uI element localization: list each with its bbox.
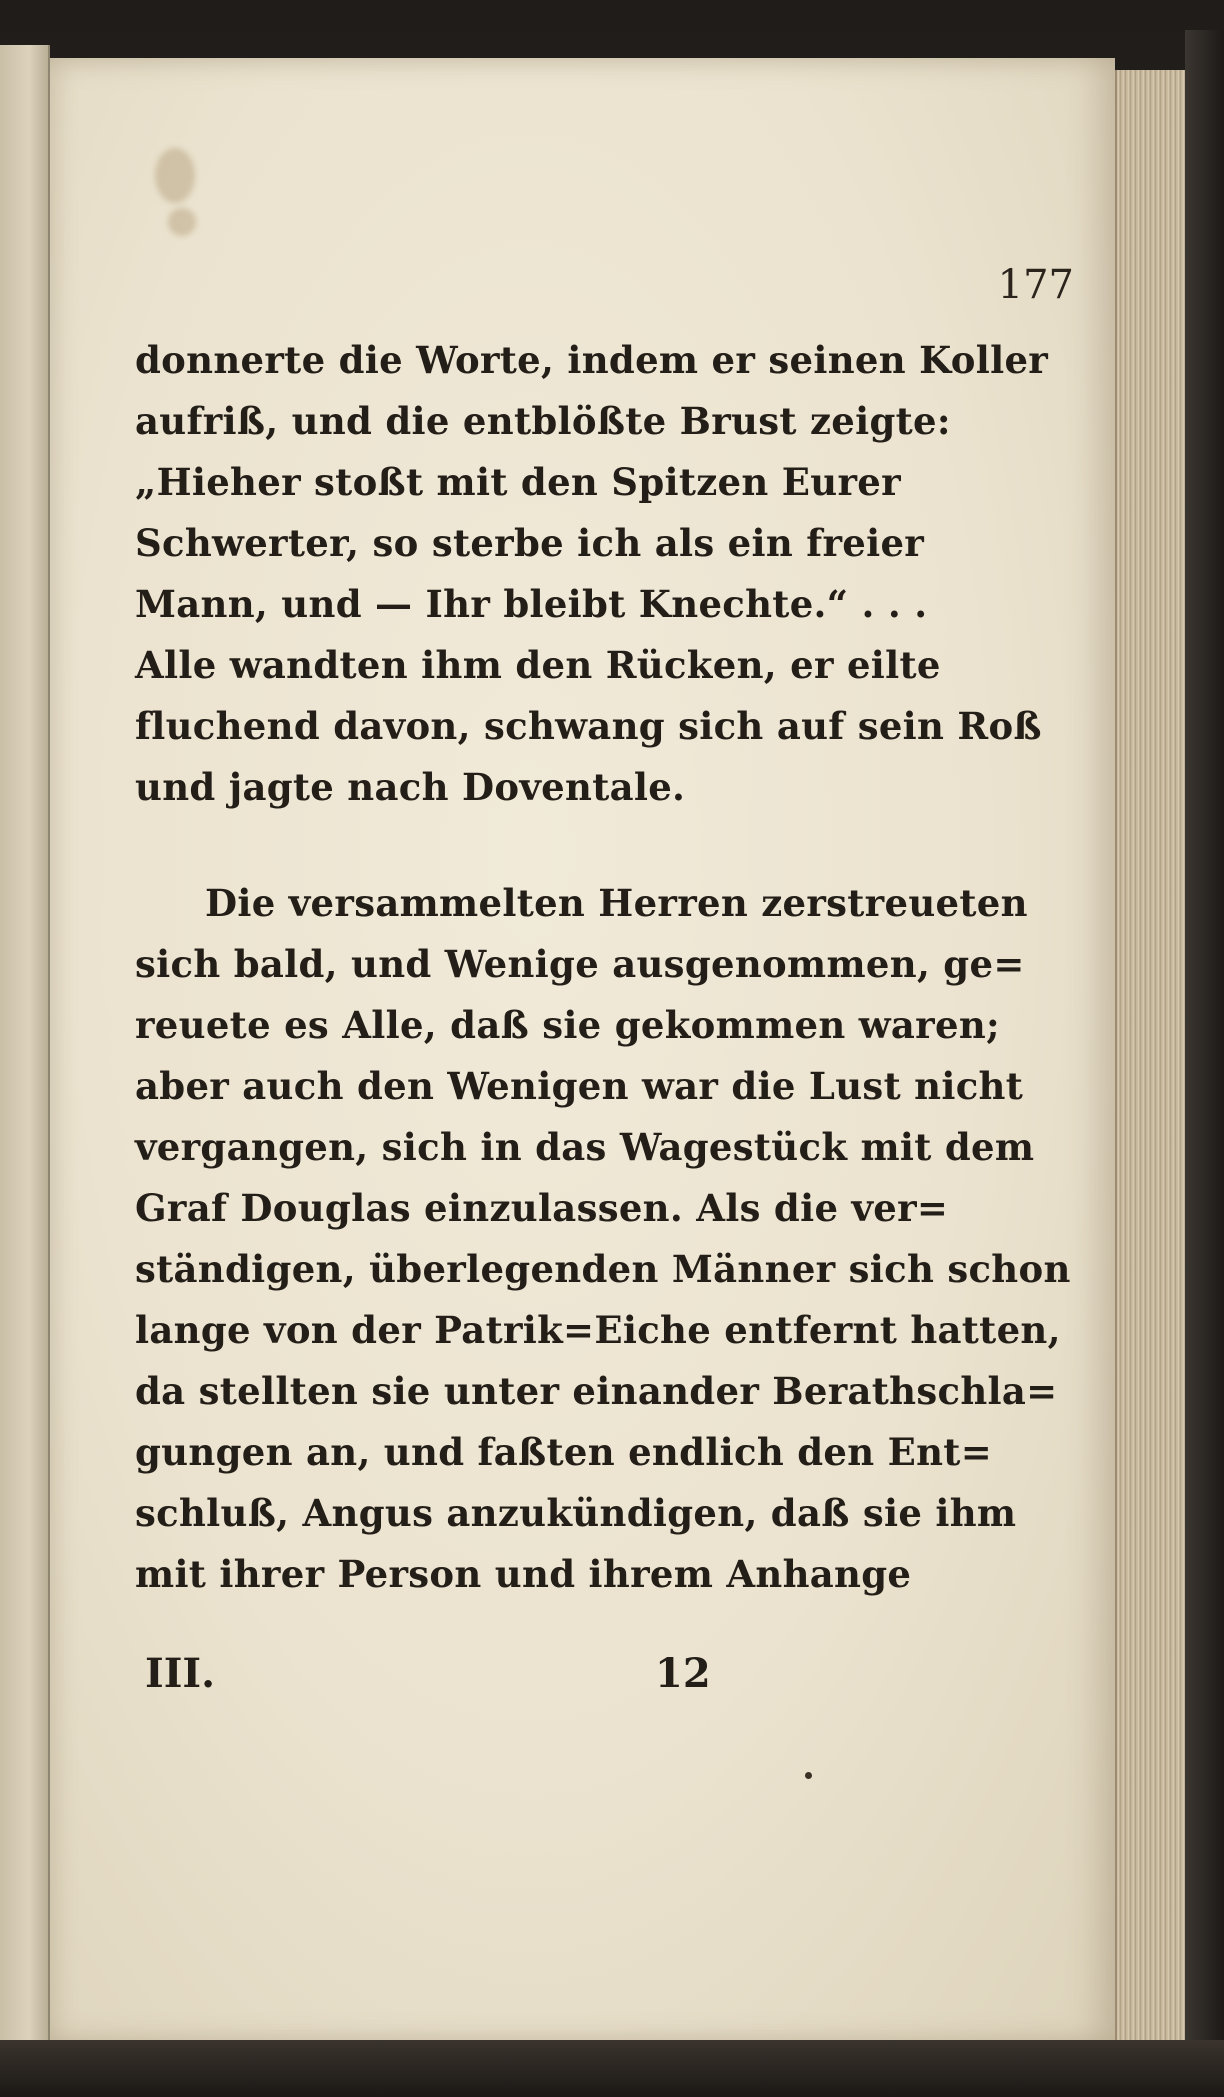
text-line: aufriß, und die entblößte Brust zeigte: — [135, 399, 951, 443]
ink-dot — [805, 1772, 812, 1779]
paragraph-2 — [135, 873, 1071, 1605]
signature-mark: III. — [145, 1650, 216, 1697]
text-line: „Hieher stoßt mit den Spitzen Eurer — [135, 460, 901, 504]
text-line: schluß, Angus anzukündigen, daß sie ihm — [135, 1491, 1017, 1535]
text-line: Die versammelten Herren zerstreueten — [205, 881, 1028, 925]
text-line: Mann, und — Ihr bleibt Knechte.“ . . . — [135, 582, 928, 626]
text-line: Alle wandten ihm den Rücken, er eilte — [135, 643, 941, 687]
paragraph-gap — [135, 818, 895, 873]
text-line: Schwerter, so sterbe ich als ein freier — [135, 521, 925, 565]
page-number: 177 — [997, 262, 1074, 308]
page-footer — [145, 1650, 745, 1700]
page-edges — [1115, 70, 1187, 2045]
paper-stain — [155, 148, 195, 203]
text-line: sich bald, und Wenige ausgenommen, ge= — [135, 942, 1025, 986]
text-line: aber auch den Wenigen war die Lust nicht — [135, 1064, 1024, 1108]
text-line: ständigen, überlegenden Männer sich schon — [135, 1247, 1071, 1291]
text-line: fluchend davon, schwang sich auf sein Roß — [135, 704, 1042, 748]
text-line: da stellten sie unter einander Berathschla= — [135, 1369, 1058, 1413]
text-line: donnerte die Worte, indem er seinen Koller — [135, 338, 1049, 382]
bottom-shadow — [0, 2040, 1224, 2097]
text-line: lange von der Patrik=Eiche entfernt hatten, — [135, 1308, 1061, 1352]
body-text — [135, 330, 1071, 1605]
book-cover-edge — [1185, 30, 1224, 2097]
text-line: mit ihrer Person und ihrem Anhange — [135, 1552, 912, 1596]
sheet-number: 12 — [655, 1650, 711, 1697]
text-line: vergangen, sich in das Wagestück mit dem — [135, 1125, 1035, 1169]
facing-page-edge — [0, 45, 50, 2055]
text-line: reuete es Alle, daß sie gekommen waren; — [135, 1003, 1000, 1047]
paragraph-1 — [135, 330, 1049, 818]
text-line: und jagte nach Doventale. — [135, 765, 686, 809]
text-line: Graf Douglas einzulassen. Als die ver= — [135, 1186, 949, 1230]
text-line: gungen an, und faßten endlich den Ent= — [135, 1430, 992, 1474]
paper-stain — [168, 208, 196, 236]
